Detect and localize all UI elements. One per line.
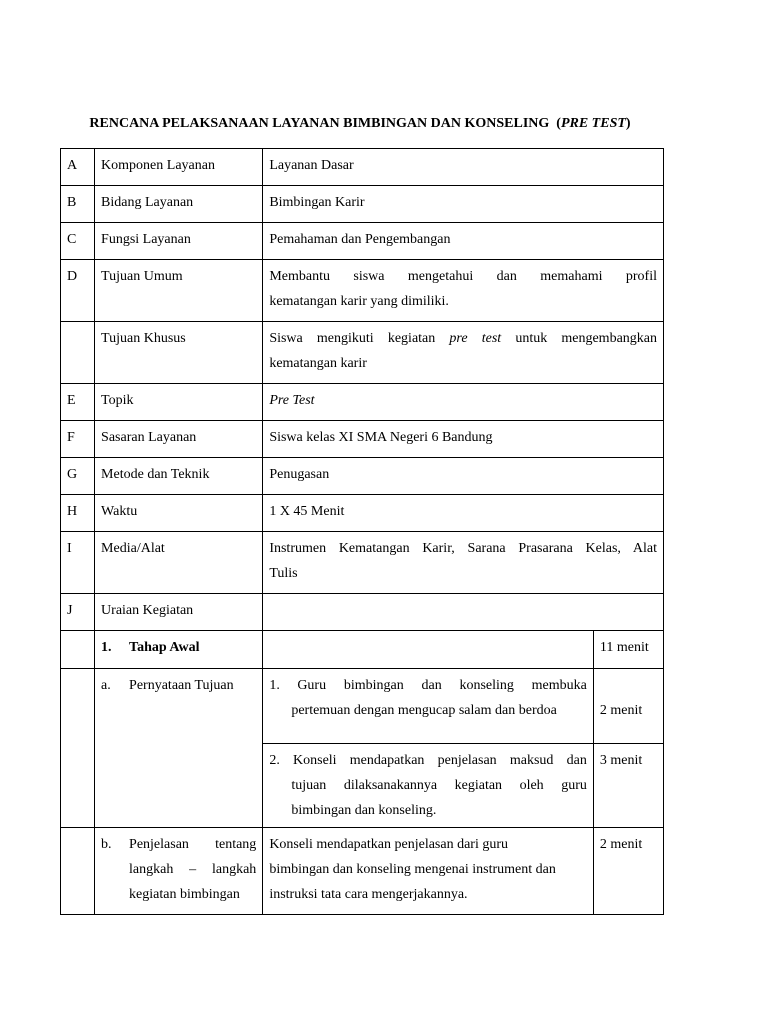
value-line: Tulis bbox=[269, 566, 298, 581]
activity-label bbox=[95, 828, 263, 915]
row-code-empty bbox=[61, 669, 95, 828]
step-time: 3 menit bbox=[593, 744, 663, 828]
activity-letter: a. bbox=[101, 678, 111, 693]
step-line: bimbingan dan konseling mengenai instrument dan bbox=[269, 862, 556, 877]
page-title bbox=[0, 116, 720, 132]
title-main: RENCANA PELAKSANAAN LAYANAN BIMBINGAN DAN KONSELING bbox=[89, 116, 550, 131]
table-row bbox=[61, 458, 664, 495]
table-row bbox=[61, 322, 664, 384]
row-value: Pemahaman dan Pengembangan bbox=[263, 223, 664, 260]
step-line: tujuan dilaksanakannya kegiatan oleh guru bbox=[291, 778, 587, 793]
step-line bbox=[269, 673, 587, 698]
row-value: Penugasan bbox=[263, 458, 664, 495]
activity-letter: b. bbox=[101, 837, 112, 852]
value-line bbox=[269, 326, 657, 351]
activity-title-line: langkah – langkah bbox=[129, 862, 257, 877]
row-code: G bbox=[61, 458, 95, 495]
step-line: Konseli mendapatkan penjelasan dari guru bbox=[269, 837, 509, 852]
activity-label bbox=[95, 669, 263, 828]
activity-step bbox=[263, 744, 594, 828]
activity-step bbox=[263, 828, 594, 915]
row-code: F bbox=[61, 421, 95, 458]
row-label: Komponen Layanan bbox=[95, 149, 263, 186]
row-value bbox=[263, 322, 664, 384]
table-row bbox=[61, 149, 664, 186]
row-code: B bbox=[61, 186, 95, 223]
stage-title: Tahap Awal bbox=[129, 640, 200, 655]
step-time: 2 menit bbox=[593, 828, 663, 915]
rpl-table bbox=[60, 148, 664, 915]
value-line: Membantu siswa mengetahui dan memahami profil bbox=[269, 269, 657, 284]
value-line: kematangan karir yang dimiliki. bbox=[269, 294, 449, 309]
step-time-text: 2 menit bbox=[599, 703, 643, 718]
activity-title-line: Penjelasan tentang bbox=[129, 837, 257, 852]
row-label: Tujuan Umum bbox=[95, 260, 263, 322]
row-label: Sasaran Layanan bbox=[95, 421, 263, 458]
row-value bbox=[263, 532, 664, 594]
row-code: C bbox=[61, 223, 95, 260]
value-text: Siswa mengikuti kegiatan bbox=[269, 331, 450, 346]
step-line: instruksi tata cara mengerjakannya. bbox=[269, 887, 468, 902]
row-label: Fungsi Layanan bbox=[95, 223, 263, 260]
row-label: Topik bbox=[95, 384, 263, 421]
value-italic: pre test bbox=[449, 331, 502, 346]
table-row bbox=[61, 260, 664, 322]
row-code: H bbox=[61, 495, 95, 532]
row-code: D bbox=[61, 260, 95, 322]
stage-empty bbox=[263, 631, 594, 669]
row-code: J bbox=[61, 594, 95, 631]
step-line bbox=[269, 748, 587, 773]
title-italic: PRE TEST bbox=[560, 116, 626, 131]
step-time bbox=[593, 669, 663, 744]
row-code: I bbox=[61, 532, 95, 594]
activity-step bbox=[263, 669, 594, 744]
activity-title bbox=[129, 832, 256, 907]
row-label: Media/Alat bbox=[95, 532, 263, 594]
value-line: Instrumen Kematangan Karir, Sarana Prasarana Kelas, Alat bbox=[269, 541, 657, 556]
row-label: Metode dan Teknik bbox=[95, 458, 263, 495]
row-code-empty bbox=[61, 322, 95, 384]
table-row bbox=[61, 594, 664, 631]
row-code-empty bbox=[61, 631, 95, 669]
table-row bbox=[61, 421, 664, 458]
step-text: Konseli mendapatkan penjelasan maksud dan bbox=[293, 753, 587, 768]
table-row bbox=[61, 186, 664, 223]
row-label: Tujuan Khusus bbox=[95, 322, 263, 384]
step-text: Guru bimbingan dan konseling membuka bbox=[297, 678, 587, 693]
stage-time: 11 menit bbox=[593, 631, 663, 669]
table-row bbox=[61, 223, 664, 260]
title-open-paren: ( bbox=[556, 116, 561, 131]
row-value: Pre Test bbox=[263, 384, 664, 421]
table-row bbox=[61, 669, 664, 744]
row-value: Siswa kelas XI SMA Negeri 6 Bandung bbox=[263, 421, 664, 458]
row-label: Uraian Kegiatan bbox=[95, 594, 263, 631]
activity-title-line: kegiatan bimbingan bbox=[129, 887, 240, 902]
table-row bbox=[61, 384, 664, 421]
row-value: Layanan Dasar bbox=[263, 149, 664, 186]
stage-label bbox=[95, 631, 263, 669]
stage-num: 1. bbox=[101, 640, 112, 655]
row-code-empty bbox=[61, 828, 95, 915]
row-label: Bidang Layanan bbox=[95, 186, 263, 223]
row-value-empty bbox=[263, 594, 664, 631]
table-row bbox=[61, 495, 664, 532]
row-code: A bbox=[61, 149, 95, 186]
table-row bbox=[61, 631, 664, 669]
title-close-paren: ) bbox=[625, 116, 631, 131]
row-value bbox=[263, 260, 664, 322]
row-label: Waktu bbox=[95, 495, 263, 532]
table-row bbox=[61, 828, 664, 915]
row-code: E bbox=[61, 384, 95, 421]
row-value: Bimbingan Karir bbox=[263, 186, 664, 223]
value-line: kematangan karir bbox=[269, 356, 367, 371]
step-num: 1. bbox=[269, 678, 280, 693]
row-value: 1 X 45 Menit bbox=[263, 495, 664, 532]
step-num: 2. bbox=[269, 753, 280, 768]
step-line: pertemuan dengan mengucap salam dan berdoa bbox=[291, 703, 557, 718]
step-line: bimbingan dan konseling. bbox=[291, 803, 437, 818]
activity-title: Pernyataan Tujuan bbox=[129, 678, 234, 693]
table-row bbox=[61, 532, 664, 594]
value-text: untuk mengembangkan bbox=[501, 331, 657, 346]
